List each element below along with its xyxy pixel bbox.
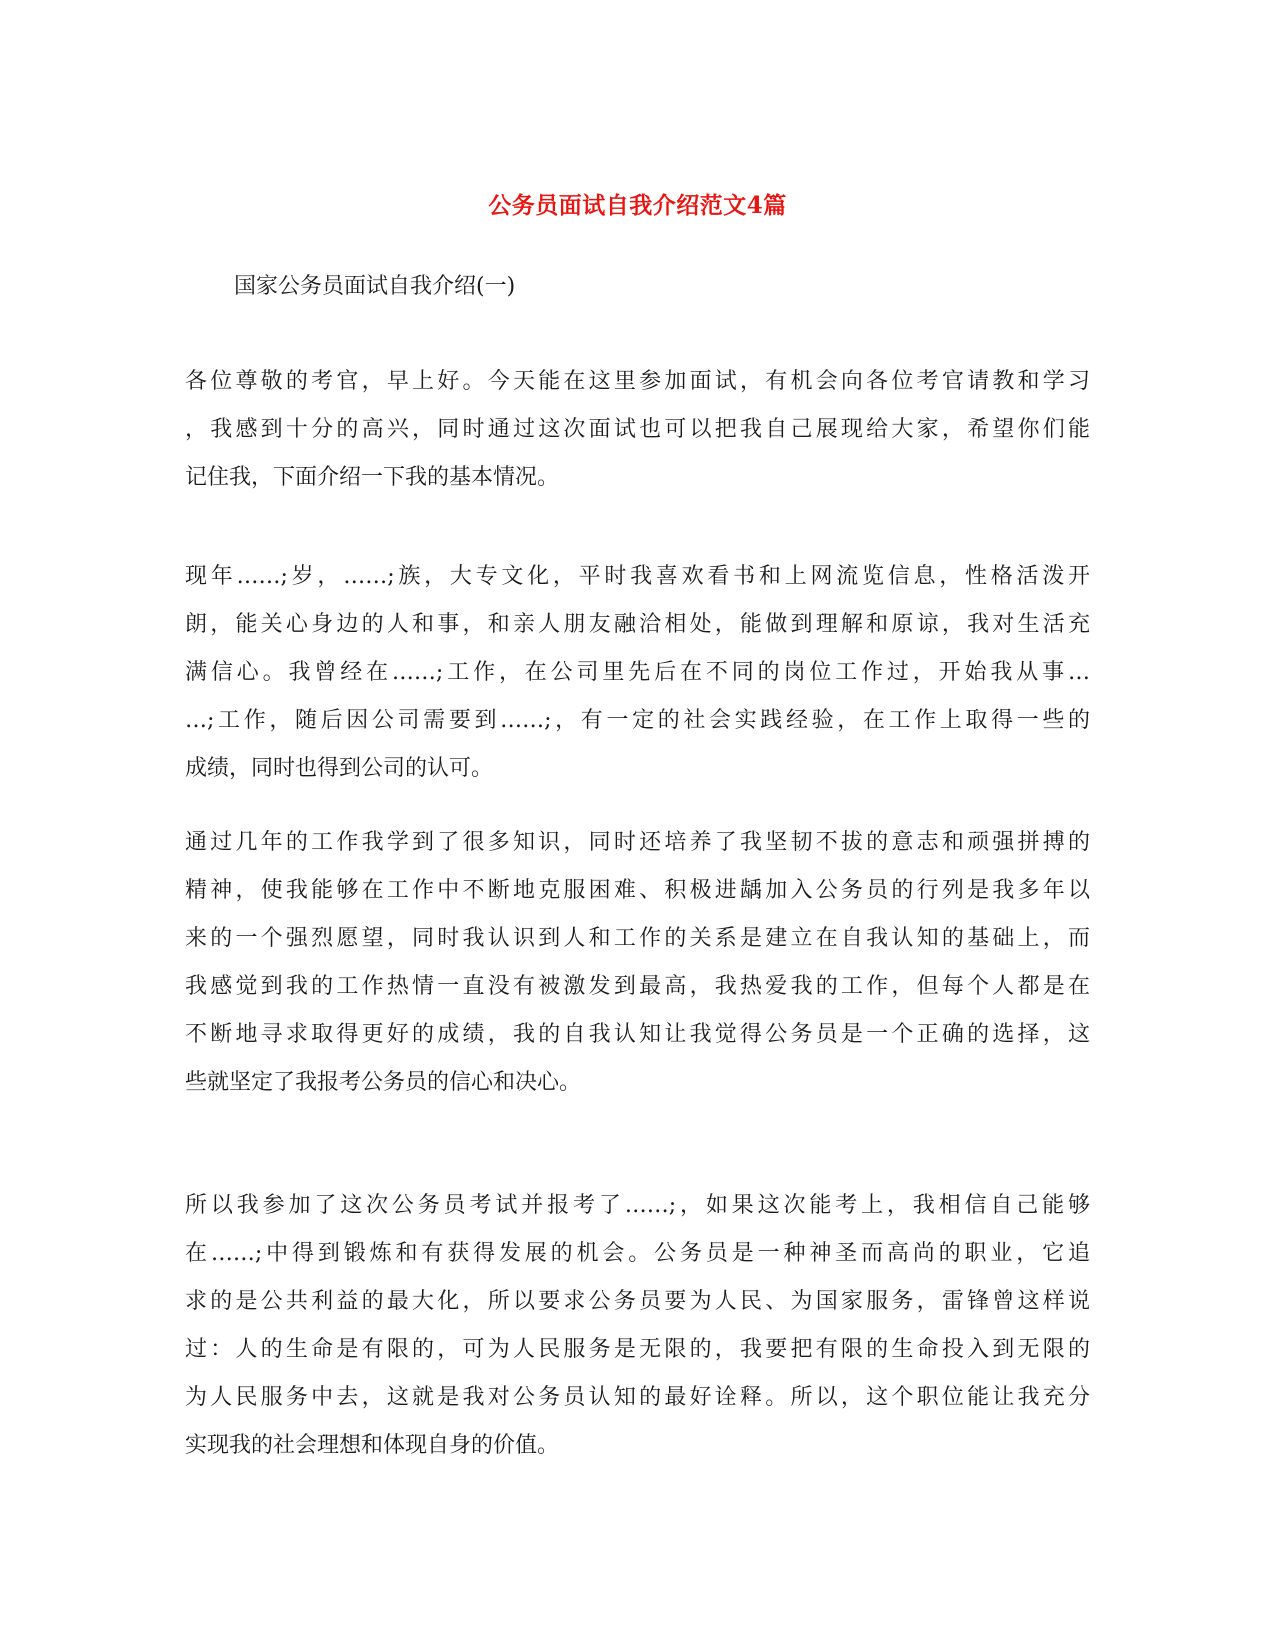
paragraph-line: …;工作，随后因公司需要到……;，有一定的社会实践经验，在工作上取得一些的 <box>185 708 1090 733</box>
paragraph-line: 精神，使我能够在工作中不断地克服困难、积极进龋加入公务员的行列是我多年以 <box>185 878 1090 903</box>
paragraph-line: 求的是公共利益的最大化，所以要求公务员要为人民、为国家服务，雷锋曾这样说 <box>185 1289 1090 1314</box>
paragraph-line: 在……;中得到锻炼和有获得发展的机会。公务员是一种神圣而高尚的职业，它追 <box>185 1241 1090 1266</box>
paragraph-background <box>185 553 1090 793</box>
paragraph-motivation <box>185 819 1090 1107</box>
paragraph-greeting <box>185 358 1090 502</box>
paragraph-line: 些就坚定了我报考公务员的信心和决心。 <box>185 1070 582 1095</box>
paragraph-line: 现年……;岁，……;族，大专文化，平时我喜欢看书和上网流览信息，性格活泼开 <box>185 564 1090 589</box>
paragraph-line: 满信心。我曾经在……;工作，在公司里先后在不同的岗位工作过，开始我从事… <box>185 660 1090 685</box>
paragraph-line: 为人民服务中去，这就是我对公务员认知的最好诠释。所以，这个职位能让我充分 <box>185 1385 1090 1410</box>
paragraph-line: 实现我的社会理想和体现自身的价值。 <box>185 1433 560 1458</box>
paragraph-line: 所以我参加了这次公务员考试并报考了……;，如果这次能考上，我相信自己能够 <box>185 1193 1090 1218</box>
paragraph-line: 过：人的生命是有限的，可为人民服务是无限的，我要把有限的生命投入到无限的 <box>185 1337 1090 1362</box>
document-title: 公务员面试自我介绍范文4篇 <box>488 192 787 220</box>
paragraph-line: 不断地寻求取得更好的成绩，我的自我认知让我觉得公务员是一个正确的选择，这 <box>185 1022 1090 1047</box>
section-heading: 国家公务员面试自我介绍(一) <box>234 274 516 299</box>
paragraph-line: 来的一个强烈愿望，同时我认识到人和工作的关系是建立在自我认知的基础上，而 <box>185 926 1090 951</box>
paragraph-line: 朗，能关心身边的人和事，和亲人朋友融洽相处，能做到理解和原谅，我对生活充 <box>185 612 1090 637</box>
paragraph-line: 成绩，同时也得到公司的认可。 <box>185 756 494 781</box>
paragraph-conclusion <box>185 1182 1090 1470</box>
paragraph-line: 各位尊敬的考官，早上好。今天能在这里参加面试，有机会向各位考官请教和学习 <box>185 369 1090 394</box>
paragraph-line: 通过几年的工作我学到了很多知识，同时还培养了我坚韧不拔的意志和顽强拼搏的 <box>185 830 1090 855</box>
paragraph-line: 记住我，下面介绍一下我的基本情况。 <box>185 465 560 490</box>
paragraph-line: ，我感到十分的高兴，同时通过这次面试也可以把我自己展现给大家，希望你们能 <box>185 417 1090 442</box>
paragraph-line: 我感觉到我的工作热情一直没有被激发到最高，我热爱我的工作，但每个人都是在 <box>185 974 1090 999</box>
